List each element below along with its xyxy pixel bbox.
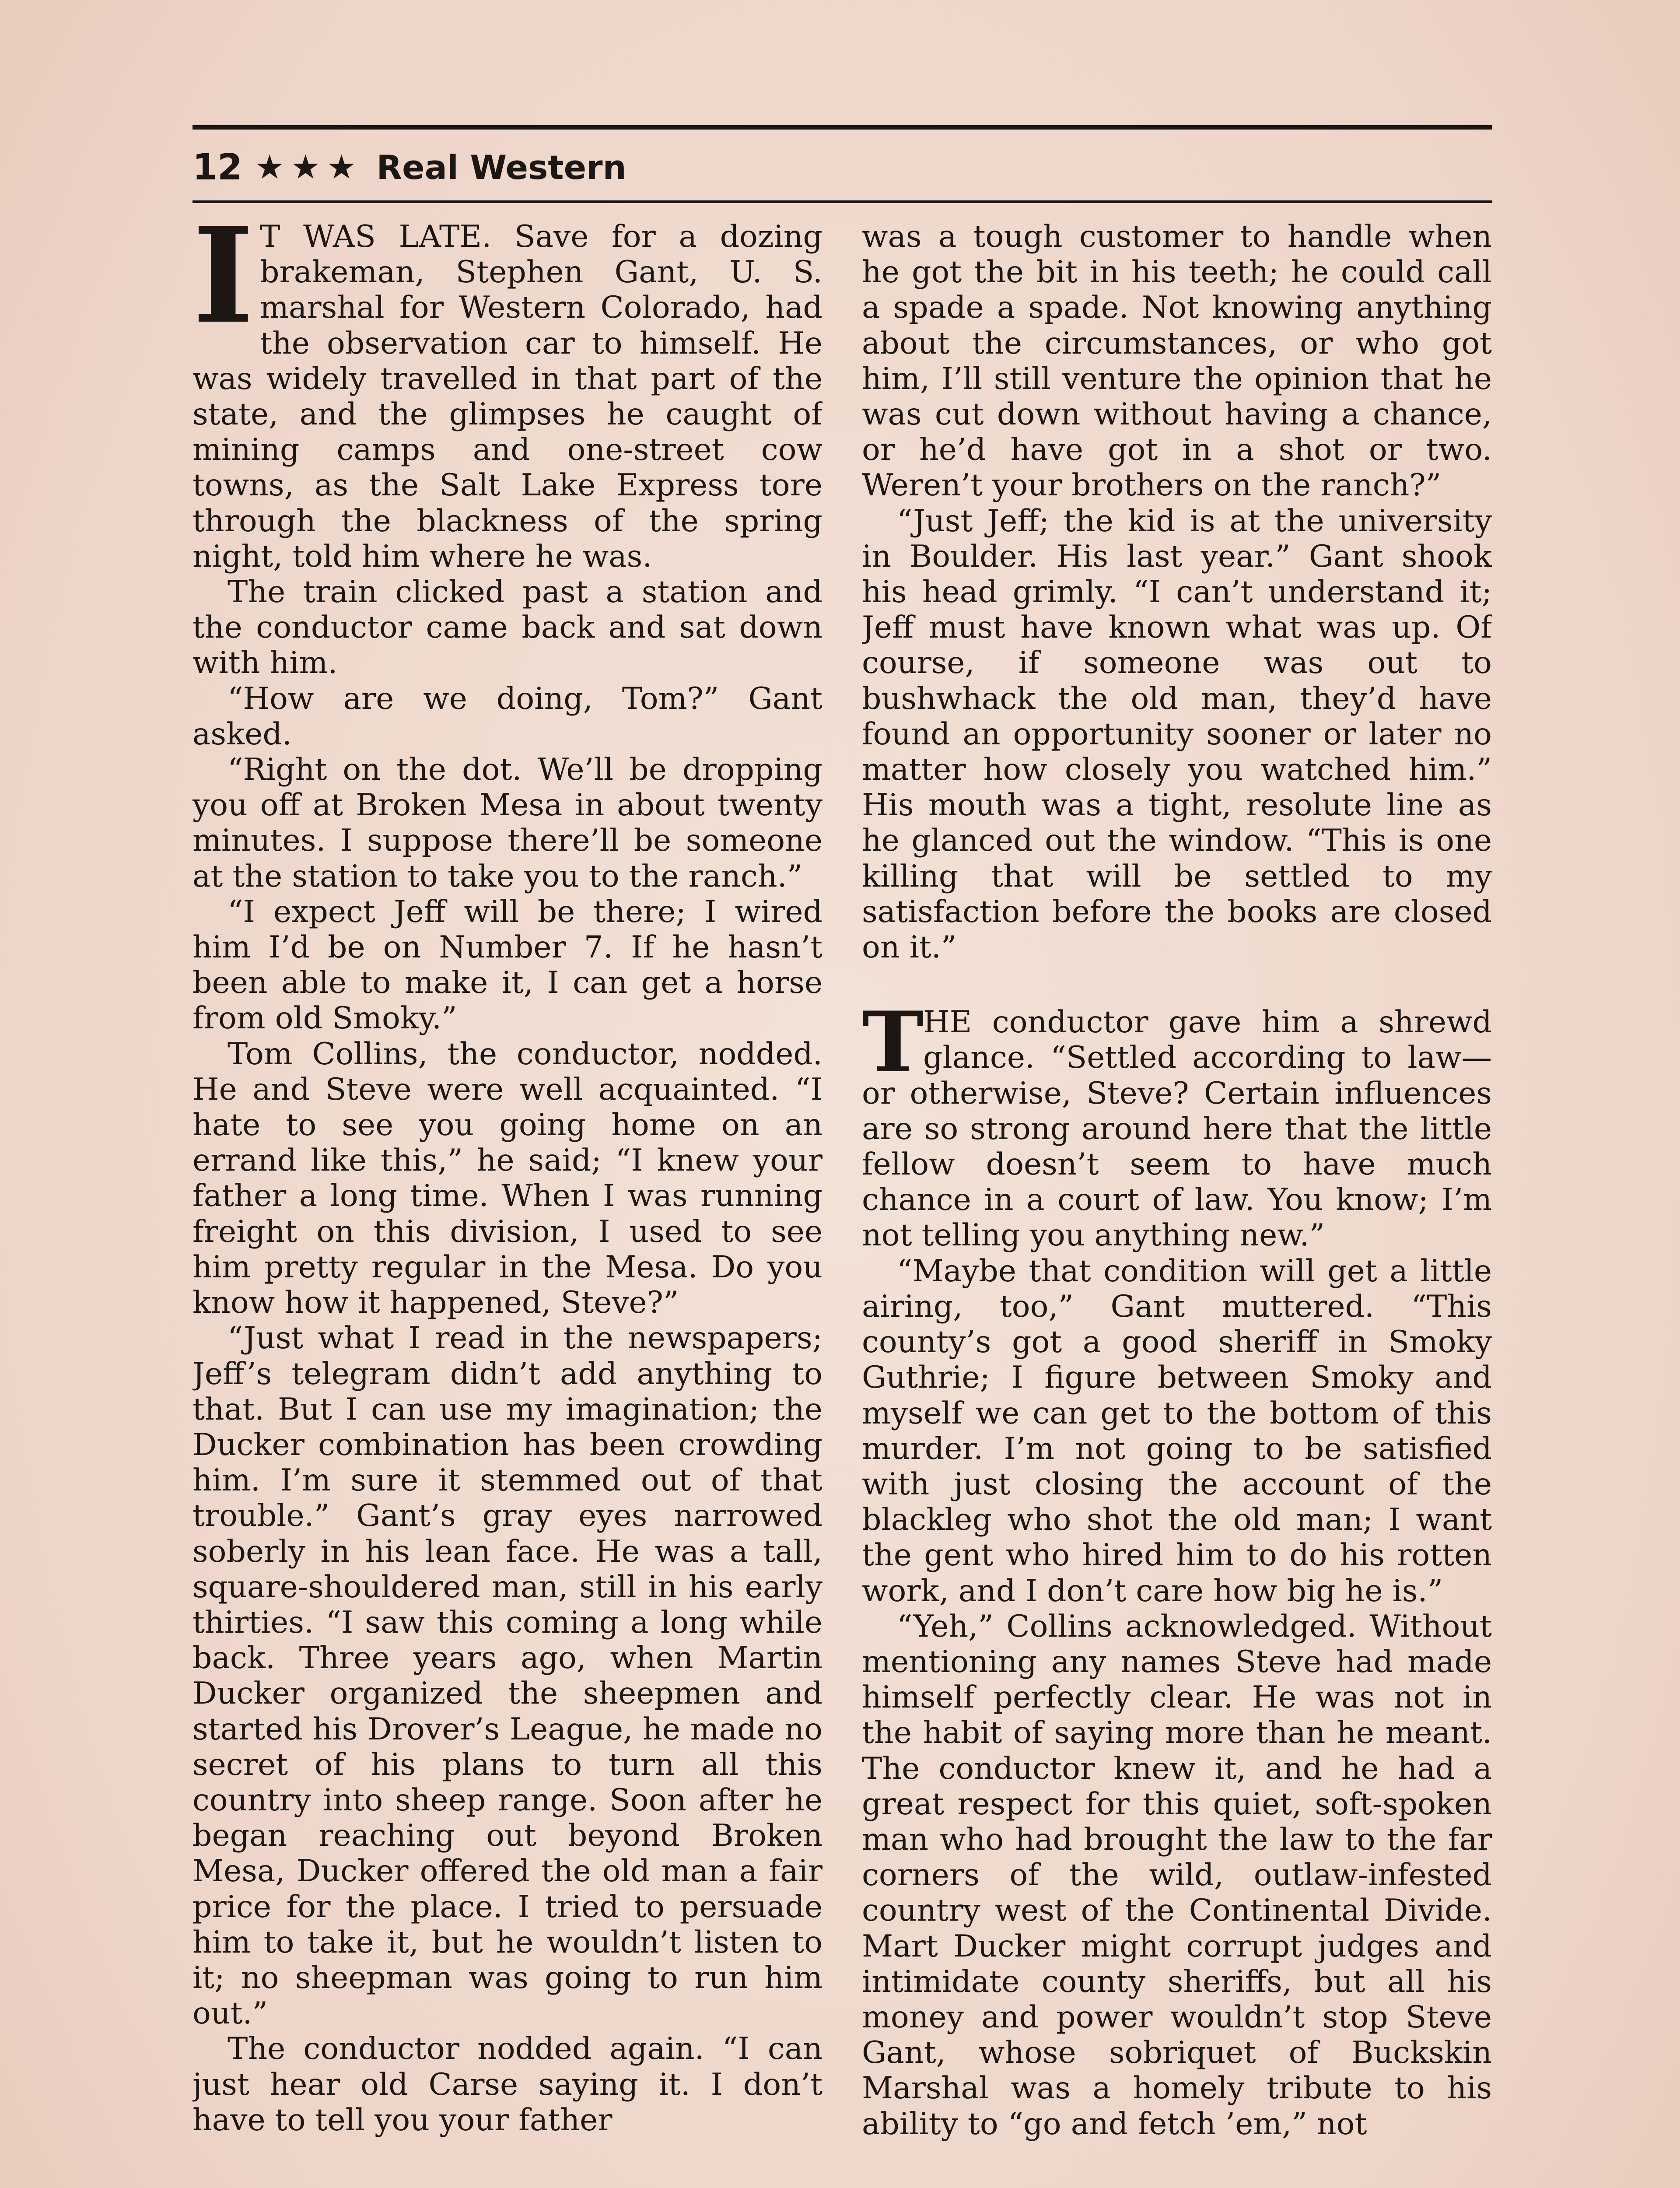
paragraph: “Just Jeff; the kid is at the university in Boulder. His last year.” Gant shook his head grimly. “I can’t understand it; Jeff must have known what was up. Of course, if someone was out to bushwhack the old man, they’d have found an opportunity sooner or later no matter how closely you watched him.” His mouth was a tight, resolute line as he glanced out the window. “This is one killing that will be settled to my satisfaction before the books are closed on it.” <box>862 503 1492 965</box>
paragraph: “I expect Jeff will be there; I wired him I’d be on Number 7. If he hasn’t been able to make it, I can get a horse from old Smoky.” <box>192 894 822 1036</box>
star-icon: ★ <box>255 147 285 186</box>
paragraph: “Just what I read in the newspapers; Jeff’s telegram didn’t add anything to that. But I can use my imagination; the Ducker combination has been crowding him. I’m sure it stemmed out of that trouble.” Gant’s gray eyes narrowed soberly in his lean face. He was a tall, square-shouldered man, still in his early thirties. “I saw this coming a long while back. Three years ago, when Martin Ducker organized the sheepmen and started his Drover’s League, he made no secret of his plans to turn all this country into sheep range. Soon after he began reaching out beyond Broken Mesa, Ducker offered the old man a fair price for the place. I tried to persuade him to take it, but he wouldn’t listen to it; no sheepman was going to run him out.” <box>192 1320 822 2031</box>
paragraph: was a tough customer to handle when he got the bit in his teeth; he could call a spade a spade. Not knowing anything about the circumstances, or who got him, I’ll still venture the opinion that he was cut down without having a chance, or he’d have got in a shot or two. Weren’t your brothers on the ranch?” <box>862 219 1492 503</box>
paragraph: “Maybe that condition will get a little airing, too,” Gant muttered. “This county’s got a good sheriff in Smoky Guthrie; I figure between Smoky and myself we can get to the bottom of this murder. I’m not going to be satisfied with just closing the account of the blackleg who shot the old man; I want the gent who hired him to do his rotten work, and I don’t care how big he is.” <box>862 1253 1492 1609</box>
left-column <box>192 219 822 2188</box>
star-icon: ★ <box>290 147 321 186</box>
top-rule <box>192 125 1492 130</box>
paragraph: “Yeh,” Collins acknowledged. Without mentioning any names Steve had made himself perfectly clear. He was not in the habit of saying more than he meant. The conductor knew it, and he had a great respect for this quiet, soft-spoken man who had brought the law to the far corners of the wild, outlaw-infested country west of the Continental Divide. Mart Ducker might corrupt judges and intimidate county sheriffs, but all his money and power wouldn’t stop Steve Gant, whose sobriquet of Buckskin Marshal was a homely tribute to his ability to “go and fetch ’em,” not <box>862 1608 1492 2142</box>
paragraph: The train clicked past a station and the conductor came back and sat down with him. <box>192 574 822 681</box>
magazine-title: Real Western <box>376 147 626 187</box>
star-ornaments <box>255 147 357 186</box>
paragraph: The conductor nodded again. “I can just hear old Carse saying it. I don’t have to tell you your father <box>192 2031 822 2138</box>
paragraph: T WAS LATE. Save for a dozing brakeman, Stephen Gant, U. S. marshal for Western Colorado, had the observation car to himself. He was widely travelled in that part of the state, and the glimpses he caught of mining camps and one-street cow towns, as the Salt Lake Express tore through the blackness of the spring night, told him where he was. <box>192 219 822 574</box>
page-number: 12 <box>192 146 243 188</box>
drop-cap: I <box>192 219 254 353</box>
right-column <box>862 219 1492 2188</box>
page-header <box>192 141 626 193</box>
header-rule <box>192 200 1492 203</box>
star-icon: ★ <box>326 147 357 186</box>
paragraph: HE conductor gave him a shrewd glance. “Settled according to law—or otherwise, Steve? Certain influences are so strong around here that the little fellow doesn’t seem to have much chance in a court of law. You know; I’m not telling you anything new.” <box>862 1004 1492 1253</box>
section-break <box>862 965 1492 1004</box>
paragraph: Tom Collins, the conductor, nodded. He and Steve were well acquainted. “I hate to see you going home on an errand like this,” he said; “I knew your father a long time. When I was running freight on this division, I used to see him pretty regular in the Mesa. Do you know how it happened, Steve?” <box>192 1036 822 1321</box>
drop-cap: T <box>862 993 924 1091</box>
paragraph: “How are we doing, Tom?” Gant asked. <box>192 680 822 752</box>
paragraph: “Right on the dot. We’ll be dropping you off at Broken Mesa in about twenty minutes. I suppose there’ll be someone at the station to take you to the ranch.” <box>192 752 822 894</box>
